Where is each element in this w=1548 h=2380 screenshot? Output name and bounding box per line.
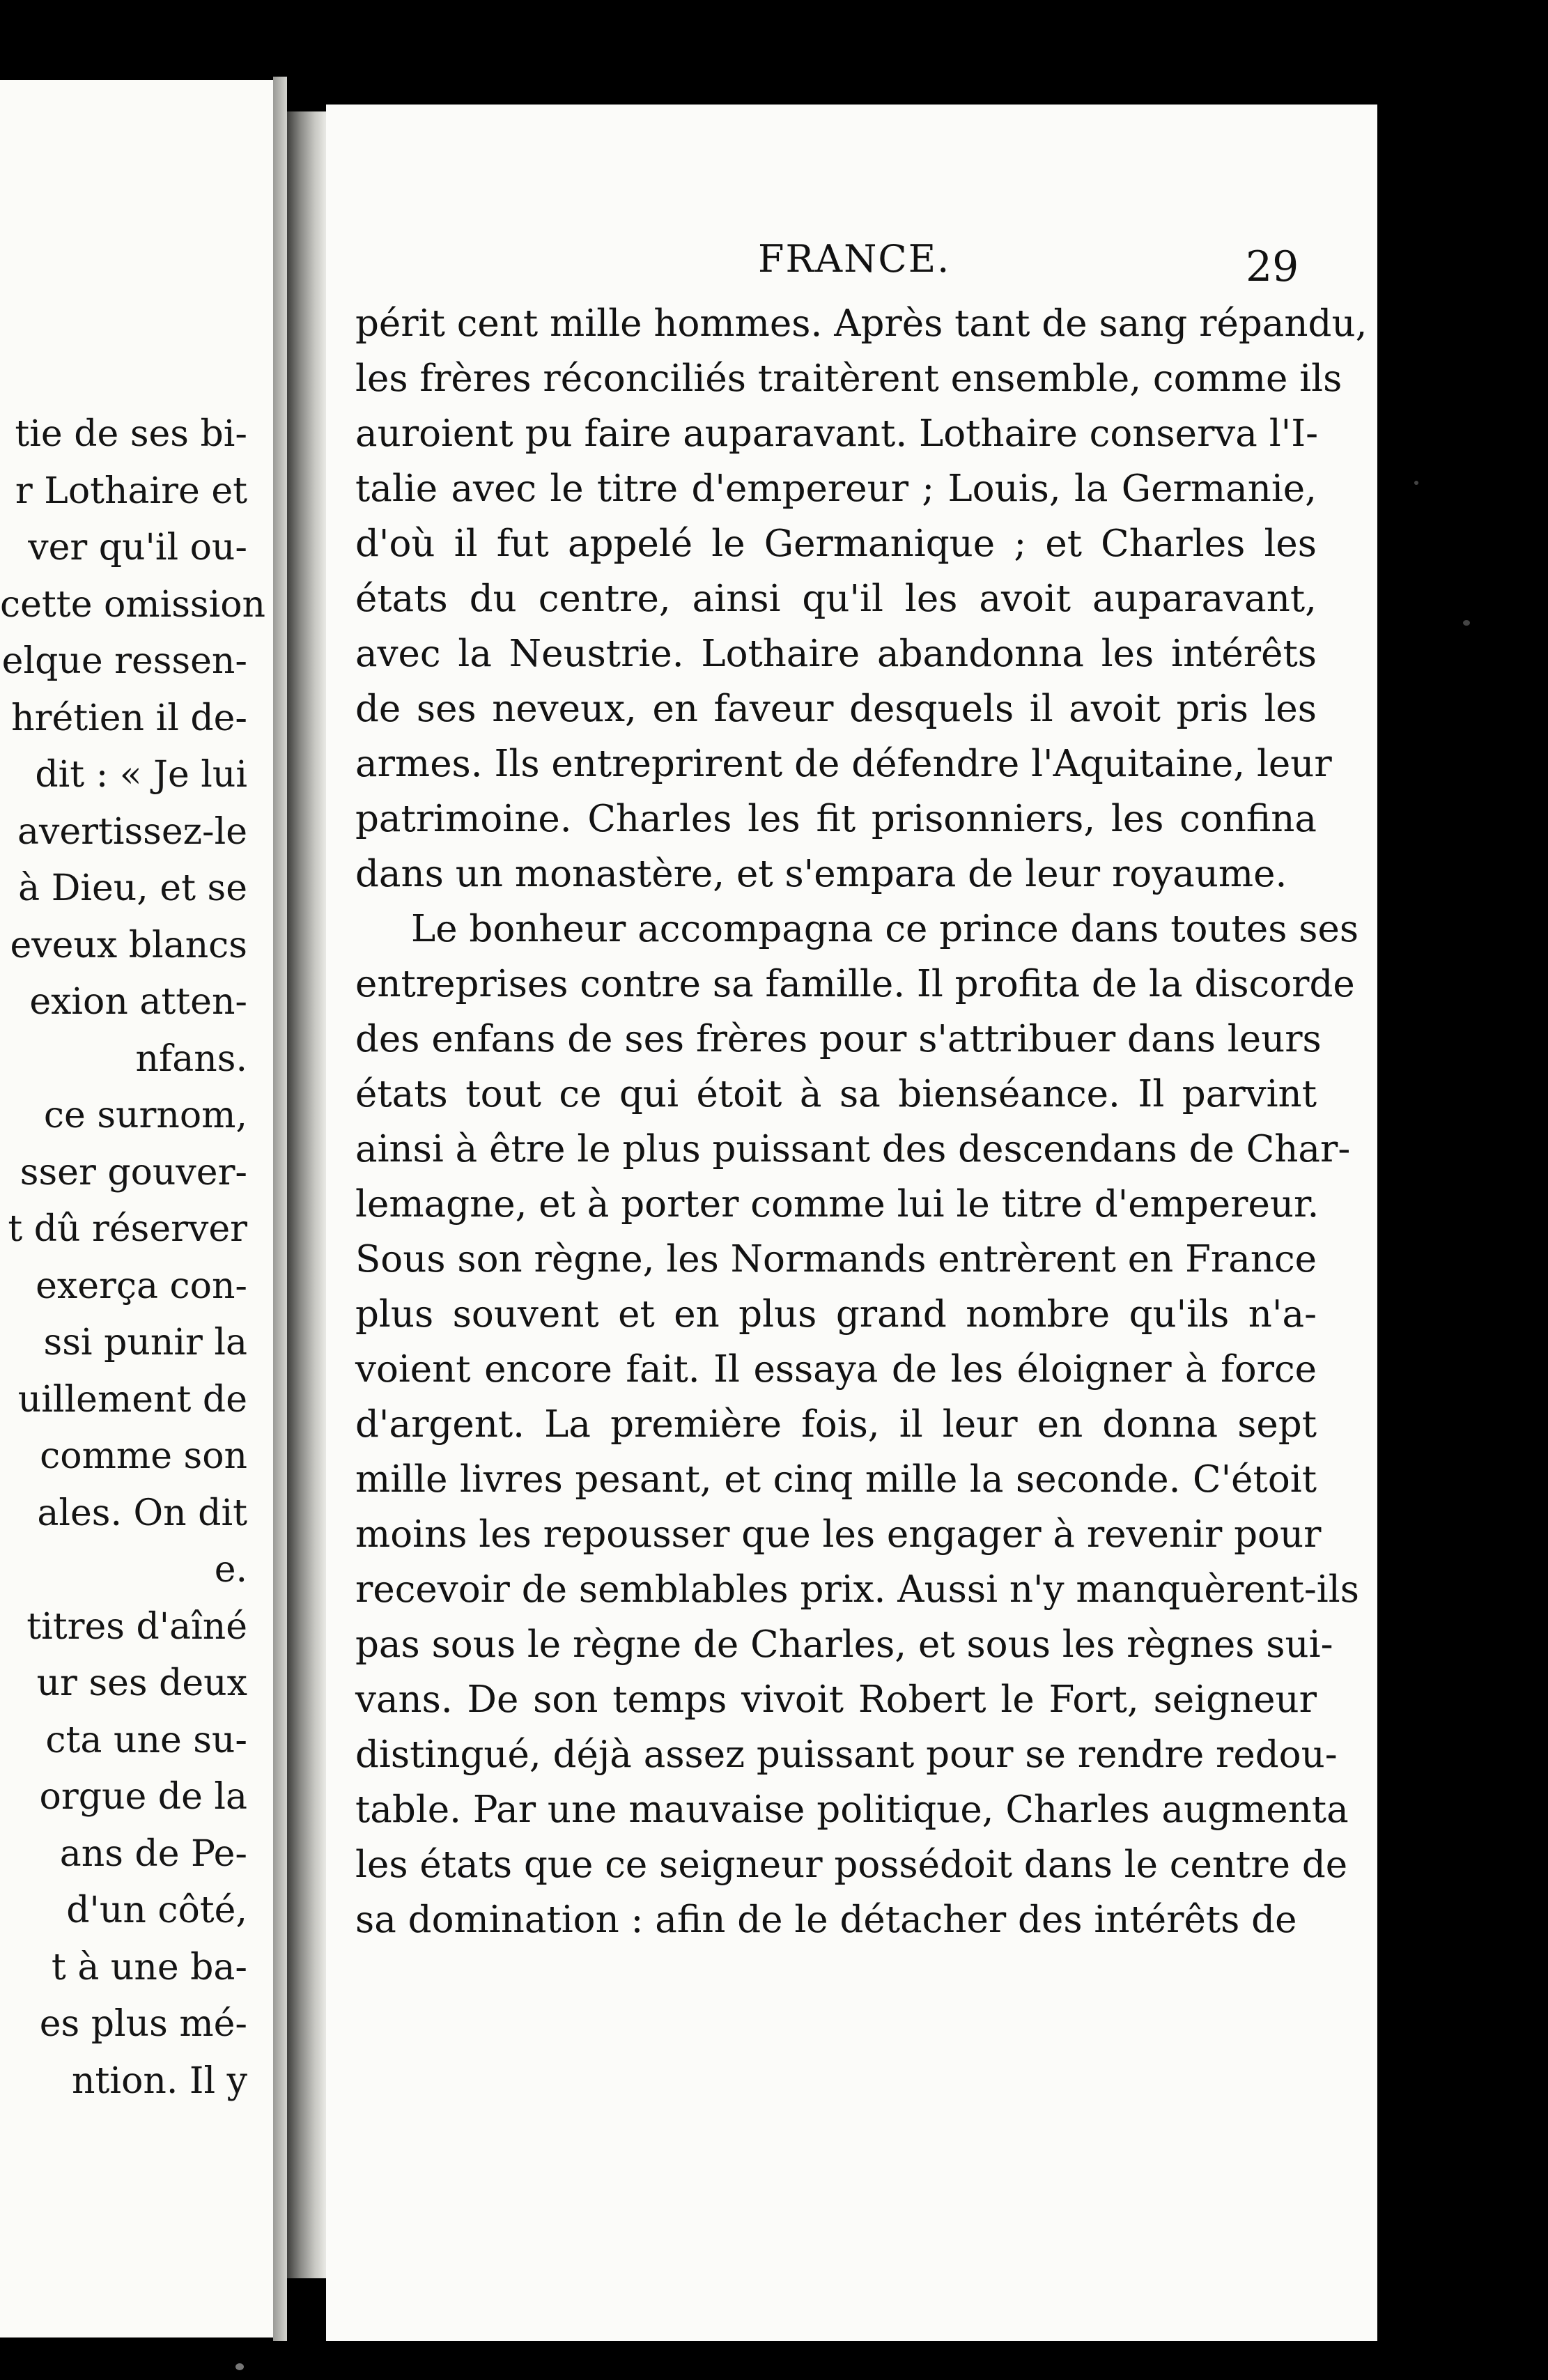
left-line: ales. On dit [37, 1492, 247, 1534]
left-line: t dû réserver [8, 1208, 247, 1250]
text-line: patrimoine. Charles les fit prisonniers, les confina [355, 798, 1317, 840]
left-line: ntion. Il y [72, 2060, 247, 2102]
page-fold-shadow [273, 77, 287, 2341]
text-line: d'où il fut appelé le Germanique ; et Charles les [355, 523, 1317, 565]
left-line: comme son [40, 1435, 247, 1477]
text-line: dans un monastère, et s'empara de leur royaume. [355, 853, 1287, 895]
left-line: ans de Pe- [59, 1832, 247, 1875]
left-line: uillement de [17, 1378, 247, 1421]
running-title: FRANCE. [758, 237, 951, 281]
page-body [355, 296, 1368, 1947]
text-line: états du centre, ainsi qu'il les avoit auparavant, [355, 578, 1317, 620]
left-line: ssi punir la [43, 1322, 247, 1363]
left-line: titres d'aîné [26, 1605, 247, 1648]
left-line: ce surnom, [43, 1095, 247, 1136]
text-line: sa domination : afin de le détacher des intérêts de [355, 1899, 1297, 1941]
left-line: orgue de la [39, 1776, 247, 1818]
page-header [326, 237, 1377, 293]
text-line: distingué, déjà assez puissant pour se rendre redou- [355, 1733, 1338, 1776]
text-line: avec la Neustrie. Lothaire abandonna les intérêts [355, 633, 1317, 675]
left-line: exion atten- [29, 981, 247, 1023]
print-speck [1414, 481, 1418, 485]
left-line: es plus mé- [39, 2003, 247, 2045]
text-line: périt cent mille hommes. Après tant de sang répandu, [355, 302, 1368, 345]
book-gutter [287, 111, 326, 2278]
text-line: de ses neveux, en faveur desquels il avoit pris les [355, 688, 1317, 730]
left-page [0, 80, 280, 2338]
text-line: états tout ce qui étoit à sa bienséance. Il parvint [355, 1073, 1317, 1115]
text-line: armes. Ils entreprirent de défendre l'Aquitaine, leur [355, 743, 1332, 785]
left-line: nfans. [135, 1037, 247, 1080]
text-line: talie avec le titre d'empereur ; Louis, la Germanie, [355, 468, 1317, 510]
text-line: moins les repousser que les engager à revenir pour [355, 1513, 1322, 1556]
text-line: pas sous le règne de Charles, et sous les règnes sui- [355, 1623, 1333, 1666]
left-line: sser gouver- [20, 1151, 247, 1193]
left-line: hrétien il de- [11, 697, 247, 739]
left-line: cta une su- [45, 1719, 247, 1761]
text-line: plus souvent et en plus grand nombre qu'ils n'a- [355, 1293, 1317, 1336]
text-line: auroient pu faire auparavant. Lothaire conserva l'I- [355, 412, 1319, 455]
text-line: vans. De son temps vivoit Robert le Fort, seigneur [355, 1678, 1317, 1721]
text-line: lemagne, et à porter comme lui le titre d'empereur. [355, 1183, 1319, 1226]
left-line: à Dieu, et se [18, 867, 247, 909]
left-line: e. [214, 1549, 247, 1591]
text-line: ainsi à être le plus puissant des descendans de Char- [355, 1128, 1351, 1170]
text-line: table. Par une mauvaise politique, Charles augmenta [355, 1788, 1349, 1831]
text-line: mille livres pesant, et cinq mille la seconde. C'étoit [355, 1458, 1317, 1501]
left-line: ver qu'il ou- [28, 527, 247, 569]
print-speck [1463, 620, 1470, 626]
page-number: 29 [1246, 242, 1299, 291]
text-line: d'argent. La première fois, il leur en donna sept [355, 1403, 1317, 1446]
left-line: eveux blancs [10, 924, 247, 966]
left-line: r Lothaire et [15, 470, 247, 512]
left-line: elque ressen- [1, 640, 247, 682]
left-line: d'un côté, [66, 1890, 247, 1931]
paragraph [355, 902, 1359, 1947]
left-line: exerça con- [36, 1265, 247, 1307]
left-line: cette omission [0, 583, 266, 626]
text-line: recevoir de semblables prix. Aussi n'y manquèrent-ils [355, 1568, 1359, 1611]
left-line: ur ses deux [36, 1662, 247, 1704]
text-line: voient encore fait. Il essaya de les éloigner à force [355, 1348, 1317, 1391]
left-line: t à une ba- [51, 1946, 247, 1988]
text-line: les états que ce seigneur possédoit dans le centre de [355, 1844, 1348, 1886]
print-speck [235, 2363, 244, 2370]
text-line: entreprises contre sa famille. Il profita de la discorde [355, 963, 1355, 1005]
text-line: Le bonheur accompagna ce prince dans toutes ses [411, 908, 1359, 950]
left-line: dit : « Je lui [35, 754, 247, 796]
text-line: les frères réconciliés traitèrent ensemble, comme ils [355, 357, 1342, 400]
left-line: avertissez-le [17, 810, 247, 853]
left-line: tie de ses bi- [15, 413, 247, 455]
paragraph [355, 296, 1368, 902]
left-page-text [0, 406, 275, 2110]
text-line: Sous son règne, les Normands entrèrent en France [355, 1238, 1317, 1281]
text-line: des enfans de ses frères pour s'attribuer dans leurs [355, 1018, 1322, 1060]
